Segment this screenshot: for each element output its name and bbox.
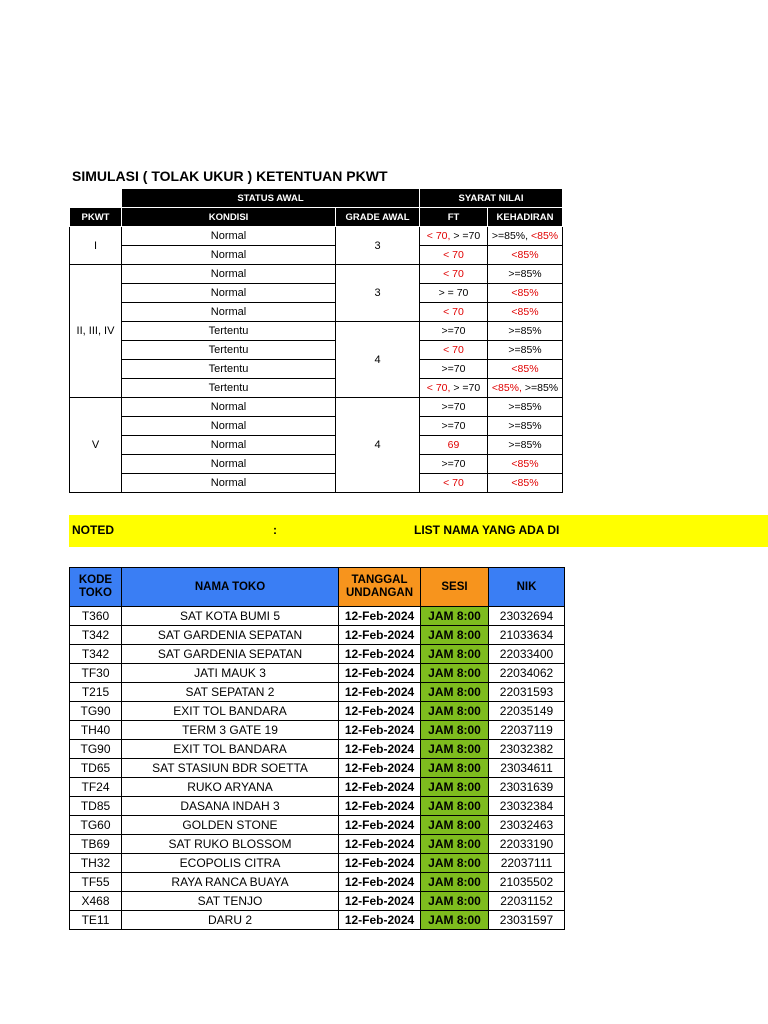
nik-cell: 21035502 [489, 873, 565, 892]
tanggal-cell: 12-Feb-2024 [339, 702, 421, 721]
table-row [70, 645, 565, 664]
kehadiran-value: >=85% [508, 344, 542, 356]
sesi-cell: JAM 8:00 [421, 873, 489, 892]
tanggal-cell: 12-Feb-2024 [339, 645, 421, 664]
store-table-header-row [70, 568, 565, 607]
sesi-cell: JAM 8:00 [421, 835, 489, 854]
nama-cell: SAT GARDENIA SEPATAN [122, 645, 339, 664]
sesi-cell: JAM 8:00 [421, 816, 489, 835]
ft-value: > =70 [450, 230, 481, 242]
noted-bar [69, 515, 768, 547]
ft-value: < 70 [443, 249, 464, 261]
tanggal-cell: 12-Feb-2024 [339, 892, 421, 911]
criteria-row [70, 379, 563, 398]
tanggal-cell: 12-Feb-2024 [339, 911, 421, 930]
noted-label: NOTED [72, 523, 114, 537]
table-row [70, 892, 565, 911]
ft-cell [420, 227, 488, 246]
nik-cell: 22031593 [489, 683, 565, 702]
table-row [70, 664, 565, 683]
table-row [70, 607, 565, 626]
ft-value: >=70 [441, 401, 466, 413]
noted-text: LIST NAMA YANG ADA DI [414, 523, 560, 537]
ft-value: > = 70 [438, 287, 469, 299]
table-row [70, 911, 565, 930]
kode-cell: T215 [70, 683, 122, 702]
criteria-row [70, 398, 563, 417]
pkwt-cell: II, III, IV [70, 265, 122, 398]
nama-cell: RAYA RANCA BUAYA [122, 873, 339, 892]
grade-header: GRADE AWAL [336, 208, 420, 227]
tanggal-cell: 12-Feb-2024 [339, 816, 421, 835]
tanggal-cell: 12-Feb-2024 [339, 721, 421, 740]
column-header-row [70, 208, 563, 227]
tanggal-cell: 12-Feb-2024 [339, 759, 421, 778]
kode-cell: TF55 [70, 873, 122, 892]
nama-cell: SAT SEPATAN 2 [122, 683, 339, 702]
kehadiran-value: >=85% [508, 325, 542, 337]
tanggal-cell: 12-Feb-2024 [339, 740, 421, 759]
nik-cell: 23032384 [489, 797, 565, 816]
nama-cell: TERM 3 GATE 19 [122, 721, 339, 740]
kondisi-cell: Normal [122, 227, 336, 246]
nik-cell: 22037111 [489, 854, 565, 873]
kode-cell: TB69 [70, 835, 122, 854]
ft-cell [420, 398, 488, 417]
tanggal-undangan-header: TANGGAL UNDANGAN [339, 568, 421, 607]
kehadiran-cell [488, 246, 563, 265]
kondisi-cell: Normal [122, 265, 336, 284]
kode-cell: TG60 [70, 816, 122, 835]
criteria-row [70, 284, 563, 303]
ft-cell [420, 341, 488, 360]
ft-cell [420, 322, 488, 341]
sesi-header: SESI [421, 568, 489, 607]
tanggal-cell: 12-Feb-2024 [339, 664, 421, 683]
kehadiran-cell [488, 322, 563, 341]
kondisi-cell: Tertentu [122, 379, 336, 398]
nama-cell: RUKO ARYANA [122, 778, 339, 797]
kehadiran-value: >=85% [508, 420, 542, 432]
nama-cell: GOLDEN STONE [122, 816, 339, 835]
sesi-cell: JAM 8:00 [421, 683, 489, 702]
table-row [70, 740, 565, 759]
table-row [70, 702, 565, 721]
tanggal-cell: 12-Feb-2024 [339, 778, 421, 797]
kehadiran-cell [488, 341, 563, 360]
kondisi-cell: Normal [122, 417, 336, 436]
syarat-nilai-header: SYARAT NILAI [420, 189, 563, 208]
group-header-row [70, 189, 563, 208]
ft-value: < 70 [443, 306, 464, 318]
kehadiran-value: <85% [511, 249, 539, 261]
kehadiran-value: <85%, [491, 382, 522, 394]
sesi-cell: JAM 8:00 [421, 702, 489, 721]
ft-cell [420, 379, 488, 398]
ft-cell [420, 265, 488, 284]
kode-cell: X468 [70, 892, 122, 911]
nama-cell: EXIT TOL BANDARA [122, 702, 339, 721]
criteria-row [70, 322, 563, 341]
nik-cell: 23032694 [489, 607, 565, 626]
kehadiran-cell [488, 284, 563, 303]
tanggal-cell: 12-Feb-2024 [339, 854, 421, 873]
kehadiran-value: >=85% [508, 401, 542, 413]
kode-cell: TG90 [70, 702, 122, 721]
kehadiran-cell [488, 303, 563, 322]
kehadiran-value: <85% [511, 458, 539, 470]
table-row [70, 759, 565, 778]
sesi-cell: JAM 8:00 [421, 854, 489, 873]
sesi-cell: JAM 8:00 [421, 626, 489, 645]
sesi-cell: JAM 8:00 [421, 645, 489, 664]
nama-cell: ECOPOLIS CITRA [122, 854, 339, 873]
ft-value: < 70, [426, 382, 451, 394]
grade-cell: 3 [336, 265, 420, 322]
kondisi-cell: Normal [122, 436, 336, 455]
nik-cell: 23032463 [489, 816, 565, 835]
kehadiran-cell [488, 474, 563, 493]
ft-value: > =70 [450, 382, 481, 394]
kode-cell: TF24 [70, 778, 122, 797]
ft-cell [420, 284, 488, 303]
kode-cell: T342 [70, 626, 122, 645]
nama-cell: SAT RUKO BLOSSOM [122, 835, 339, 854]
nama-cell: DARU 2 [122, 911, 339, 930]
criteria-row [70, 341, 563, 360]
kondisi-cell: Normal [122, 398, 336, 417]
noted-colon: : [273, 523, 277, 537]
table-row [70, 721, 565, 740]
kode-toko-header: KODE TOKO [70, 568, 122, 607]
nama-cell: SAT KOTA BUMI 5 [122, 607, 339, 626]
ft-value: >=70 [441, 325, 466, 337]
ft-cell [420, 436, 488, 455]
kehadiran-value: <85% [511, 287, 539, 299]
criteria-row [70, 265, 563, 284]
nik-cell: 23031639 [489, 778, 565, 797]
sesi-cell: JAM 8:00 [421, 778, 489, 797]
kode-cell: TH40 [70, 721, 122, 740]
tanggal-cell: 12-Feb-2024 [339, 607, 421, 626]
kehadiran-cell [488, 360, 563, 379]
kode-cell: TG90 [70, 740, 122, 759]
table-row [70, 778, 565, 797]
nama-cell: SAT GARDENIA SEPATAN [122, 626, 339, 645]
kode-cell: TE11 [70, 911, 122, 930]
kehadiran-cell [488, 417, 563, 436]
criteria-row [70, 246, 563, 265]
nama-cell: DASANA INDAH 3 [122, 797, 339, 816]
nik-cell: 23031597 [489, 911, 565, 930]
criteria-row [70, 227, 563, 246]
kode-cell: T342 [70, 645, 122, 664]
pkwt-criteria-table [69, 188, 563, 493]
nama-toko-header: NAMA TOKO [122, 568, 339, 607]
page-title: SIMULASI ( TOLAK UKUR ) KETENTUAN PKWT [72, 168, 388, 184]
ft-value: >=70 [441, 363, 466, 375]
kode-cell: T360 [70, 607, 122, 626]
ft-value: >=70 [441, 420, 466, 432]
nama-cell: SAT STASIUN BDR SOETTA [122, 759, 339, 778]
sesi-cell: JAM 8:00 [421, 797, 489, 816]
sesi-cell: JAM 8:00 [421, 721, 489, 740]
ft-header: FT [420, 208, 488, 227]
ft-value: >=70 [441, 458, 466, 470]
tanggal-cell: 12-Feb-2024 [339, 626, 421, 645]
tanggal-cell: 12-Feb-2024 [339, 797, 421, 816]
ft-cell [420, 474, 488, 493]
nik-cell: 22031152 [489, 892, 565, 911]
kehadiran-value: <85% [530, 230, 559, 242]
status-awal-header: STATUS AWAL [122, 189, 420, 208]
criteria-row [70, 360, 563, 379]
kehadiran-cell [488, 455, 563, 474]
nik-cell: 22037119 [489, 721, 565, 740]
kondisi-header: KONDISI [122, 208, 336, 227]
kehadiran-value: <85% [511, 477, 539, 489]
ft-cell [420, 360, 488, 379]
nik-header: NIK [489, 568, 565, 607]
kehadiran-cell [488, 379, 563, 398]
nama-cell: EXIT TOL BANDARA [122, 740, 339, 759]
kehadiran-value: >=85% [508, 439, 542, 451]
store-invitation-table [69, 567, 565, 930]
tanggal-cell: 12-Feb-2024 [339, 873, 421, 892]
kode-cell: TH32 [70, 854, 122, 873]
pkwt-cell: V [70, 398, 122, 493]
kehadiran-cell [488, 265, 563, 284]
pkwt-cell: I [70, 227, 122, 265]
kehadiran-value: >=85% [521, 382, 559, 394]
criteria-row [70, 303, 563, 322]
table-row [70, 835, 565, 854]
kehadiran-value: <85% [511, 306, 539, 318]
sesi-cell: JAM 8:00 [421, 664, 489, 683]
kode-cell: TD65 [70, 759, 122, 778]
table-row [70, 626, 565, 645]
kehadiran-cell [488, 436, 563, 455]
ft-value: < 70, [426, 230, 451, 242]
nik-cell: 23034611 [489, 759, 565, 778]
criteria-row [70, 455, 563, 474]
kehadiran-value: <85% [511, 363, 539, 375]
criteria-row [70, 417, 563, 436]
ft-cell [420, 417, 488, 436]
table-row [70, 683, 565, 702]
kondisi-cell: Normal [122, 455, 336, 474]
table-row [70, 797, 565, 816]
ft-cell [420, 246, 488, 265]
kondisi-cell: Tertentu [122, 322, 336, 341]
grade-cell: 4 [336, 322, 420, 398]
ft-value: 69 [447, 439, 460, 451]
kehadiran-value: >=85%, [491, 230, 531, 242]
nik-cell: 21033634 [489, 626, 565, 645]
kehadiran-cell [488, 227, 563, 246]
ft-value: < 70 [443, 344, 464, 356]
kehadiran-cell [488, 398, 563, 417]
nik-cell: 22034062 [489, 664, 565, 683]
ft-value: < 70 [443, 477, 464, 489]
ft-cell [420, 455, 488, 474]
table-row [70, 816, 565, 835]
ft-value: < 70 [443, 268, 464, 280]
nik-cell: 22033400 [489, 645, 565, 664]
nik-cell: 22035149 [489, 702, 565, 721]
kondisi-cell: Normal [122, 303, 336, 322]
kehadiran-header: KEHADIRAN [488, 208, 563, 227]
criteria-row [70, 436, 563, 455]
kehadiran-value: >=85% [508, 268, 542, 280]
kondisi-cell: Normal [122, 246, 336, 265]
tanggal-cell: 12-Feb-2024 [339, 683, 421, 702]
kondisi-cell: Normal [122, 284, 336, 303]
sesi-cell: JAM 8:00 [421, 759, 489, 778]
ft-cell [420, 303, 488, 322]
nama-cell: JATI MAUK 3 [122, 664, 339, 683]
nik-cell: 22033190 [489, 835, 565, 854]
grade-cell: 4 [336, 398, 420, 493]
kondisi-cell: Tertentu [122, 360, 336, 379]
sesi-cell: JAM 8:00 [421, 892, 489, 911]
table-row [70, 873, 565, 892]
nama-cell: SAT TENJO [122, 892, 339, 911]
kondisi-cell: Tertentu [122, 341, 336, 360]
grade-cell: 3 [336, 227, 420, 265]
kode-cell: TD85 [70, 797, 122, 816]
criteria-row [70, 474, 563, 493]
table-row [70, 854, 565, 873]
tanggal-cell: 12-Feb-2024 [339, 835, 421, 854]
kode-cell: TF30 [70, 664, 122, 683]
nik-cell: 23032382 [489, 740, 565, 759]
sesi-cell: JAM 8:00 [421, 911, 489, 930]
sesi-cell: JAM 8:00 [421, 740, 489, 759]
kondisi-cell: Normal [122, 474, 336, 493]
pkwt-header: PKWT [70, 208, 122, 227]
sesi-cell: JAM 8:00 [421, 607, 489, 626]
